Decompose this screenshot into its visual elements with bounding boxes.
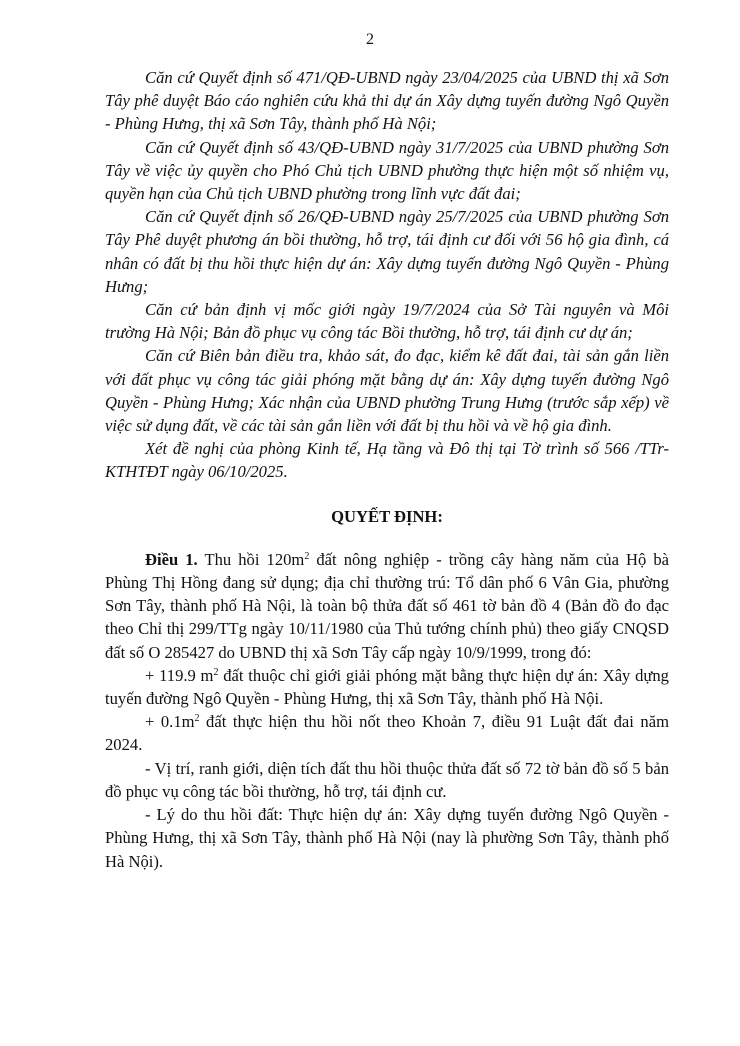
note-paragraph: - Vị trí, ranh giới, diện tích đất thu hồi thuộc thửa đất số 72 tờ bản đồ số 5 bản đồ phục vụ công tác bồi thường, hỗ trợ, tái định cư. (105, 758, 669, 801)
area-item-post: đất thuộc chỉ giới giải phóng mặt bằng thực hiện dự án: Xây dựng tuyến đường Ngô Quyền - Phùng Hưng, thị xã Sơn Tây, thành phố Hà Nội. (105, 665, 669, 709)
superscript: 2 (304, 550, 310, 562)
superscript: 2 (194, 713, 200, 725)
preamble-paragraph: Căn cứ Quyết định số 471/QĐ-UBND ngày 23/04/2025 của UBND thị xã Sơn Tây phê duyệt Báo cáo nghiên cứu khả thi dự án Xây dựng tuyến đường Ngô Quyền - Phùng Hưng, thị xã Sơn Tây, thành phố Hà Nội; (105, 68, 669, 134)
decision-heading: QUYẾT ĐỊNH: (331, 506, 443, 526)
area-item (105, 664, 669, 710)
article-1-paragraph (105, 548, 669, 664)
preamble-paragraph: Căn cứ Quyết định số 26/QĐ-UBND ngày 25/7/2025 của UBND phường Sơn Tây Phê duyệt phương án bồi thường, hỗ trợ, tái định cư đối với 56 hộ gia đình, cá nhân có đất bị thu hồi thực hiện dự án: Xây dựng tuyến đường Ngô Quyền - Phùng Hưng; (105, 207, 669, 296)
area-item (105, 710, 669, 756)
note-paragraph: - Lý do thu hồi đất: Thực hiện dự án: Xây dựng tuyến đường Ngô Quyền - Phùng Hưng, thị xã Sơn Tây, thành phố Hà Nội (nay là phường Sơn Tây, thành phố Hà Nội). (105, 805, 669, 871)
article-1-label: Điều 1. (145, 549, 198, 569)
area-item-pre: + 119.9 m (145, 665, 214, 685)
preamble-paragraph: Căn cứ Quyết định số 43/QĐ-UBND ngày 31/7/2025 của UBND phường Sơn Tây về việc ủy quyền cho Phó Chủ tịch UBND phường thực hiện một số nhiệm vụ, quyền hạn của Chủ tịch UBND phường trong lĩnh vực đất đai; (105, 137, 669, 204)
page-number: 2 (366, 31, 374, 48)
article-1-text-a: Thu hồi 120m (197, 549, 305, 569)
preamble-paragraph: Căn cứ bản định vị mốc giới ngày 19/7/2024 của Sở Tài nguyên và Môi trường Hà Nội; Bản đồ phục vụ công tác Bồi thường, hỗ trợ, tái định cư dự án; (105, 300, 669, 343)
preamble-paragraph: Xét đề nghị của phòng Kinh tế, Hạ tầng và Đô thị tại Tờ trình số 566 /TTr-KTHTĐT ngày 06/10/2025. (105, 439, 669, 482)
article-1-text-b: đất nông nghiệp - trồng cây hàng năm của Hộ bà Phùng Thị Hồng đang sử dụng; địa chỉ thường trú: Tổ dân phố 6 Vân Gia, phường Sơn Tây, thành phố Hà Nội, là toàn bộ thửa đất số 461 tờ bản đồ 4 (Bản đồ đo đạc theo Chỉ thị 299/TTg ngày 10/11/1980 của Thủ tướng chính phủ) theo giấy CNQSD đất số O 285427 do UBND thị xã Sơn Tây cấp ngày 10/9/1999, trong đó: (105, 549, 669, 662)
preamble-paragraph: Căn cứ Biên bản điều tra, khảo sát, đo đạc, kiểm kê đất đai, tài sản gắn liền với đất phục vụ công tác giải phóng mặt bằng dự án: Xây dựng tuyến đường Ngô Quyền - Phùng Hưng; Xác nhận của UBND phường Trung Hưng (trước sắp xếp) về việc sử dụng đất, về các tài sản gắn liền với đất bị thu hồi và về hộ gia đình. (105, 346, 669, 436)
area-item-post: đất thực hiện thu hồi nốt theo Khoản 7, điều 91 Luật đất đai năm 2024. (105, 712, 669, 755)
document-body (105, 66, 669, 873)
area-item-pre: + 0.1m (145, 712, 195, 732)
superscript: 2 (213, 666, 219, 678)
